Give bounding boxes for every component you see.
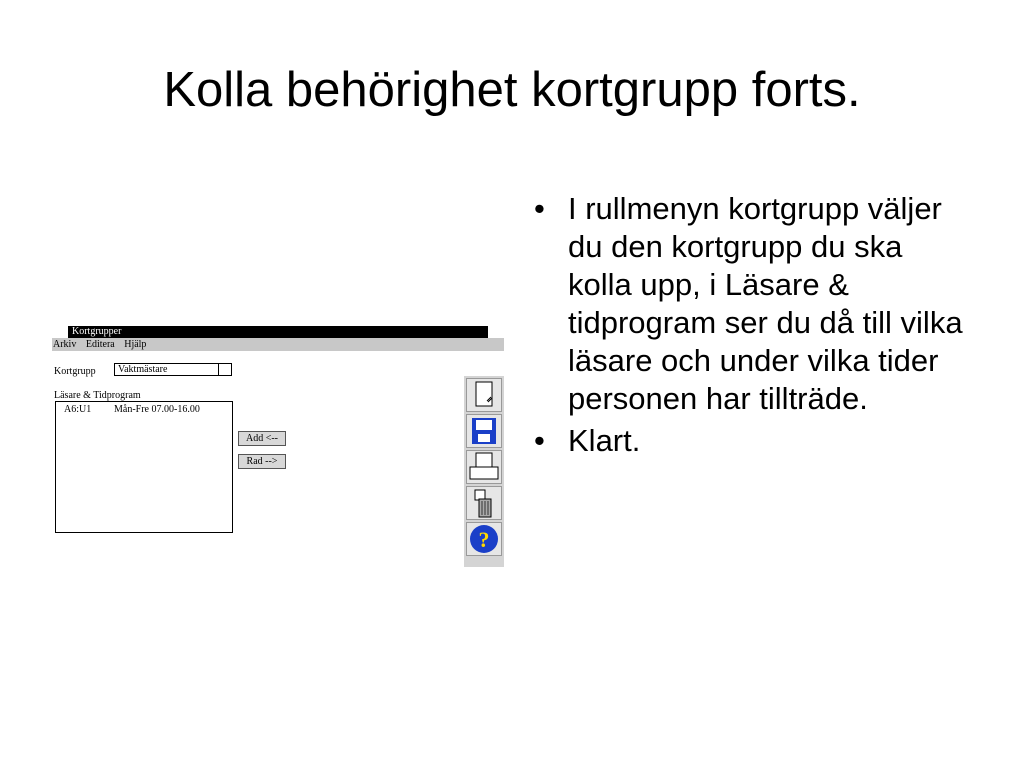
kortgrupp-label: Kortgrupp — [54, 366, 96, 377]
bullet-dot: • — [534, 423, 545, 458]
lasare-tidprogram-list[interactable] — [55, 401, 233, 533]
kortgrupp-dropdown[interactable] — [114, 363, 232, 376]
delete-button[interactable] — [466, 486, 502, 520]
lasare-tidprogram-label: Läsare & Tidprogram — [54, 390, 141, 401]
kortgrupp-selected-value: Vaktmästare — [118, 364, 168, 375]
print-icon — [467, 451, 501, 483]
svg-text:?: ? — [478, 527, 490, 552]
save-button[interactable] — [466, 414, 502, 448]
new-document-button[interactable] — [466, 378, 502, 412]
help-icon — [467, 523, 501, 555]
print-button[interactable] — [466, 450, 502, 484]
menu-arkiv[interactable]: Arkiv — [53, 339, 77, 350]
new-document-icon — [467, 379, 501, 411]
menu-editera[interactable]: Editera — [85, 339, 115, 350]
trash-icon — [467, 487, 501, 519]
add-button[interactable]: Add <-- — [238, 431, 286, 446]
list-item[interactable] — [64, 404, 200, 415]
menu-bar — [52, 338, 504, 351]
bullet-text: Klart. — [568, 423, 641, 458]
side-toolbar — [464, 376, 504, 567]
bullet-text: I rullmenyn kortgrupp väljer du den kortgrupp du ska kolla upp, i Läsare & tidprogram ser du då till vilka läsare och under vilka tider personen har tillträde. — [568, 191, 963, 416]
bullet-list — [530, 190, 970, 464]
slide-title: Kolla behörighet kortgrupp forts. — [163, 63, 861, 117]
remove-button[interactable]: Rad --> — [238, 454, 286, 469]
menu-hjalp[interactable]: Hjälp — [124, 339, 147, 350]
save-disk-icon — [467, 415, 501, 447]
help-button[interactable] — [466, 522, 502, 556]
window-titlebar: Kortgrupper — [68, 326, 488, 338]
list-item-schedule: Mån-Fre 07.00-16.00 — [114, 404, 200, 415]
bullet-dot: • — [534, 191, 545, 226]
window-body — [52, 351, 504, 552]
bullet-item — [530, 190, 970, 418]
kortgrupper-window — [52, 326, 504, 552]
list-item-reader: A6:U1 — [64, 404, 92, 415]
dropdown-arrow-icon[interactable] — [218, 364, 231, 375]
bullet-item — [530, 422, 970, 460]
